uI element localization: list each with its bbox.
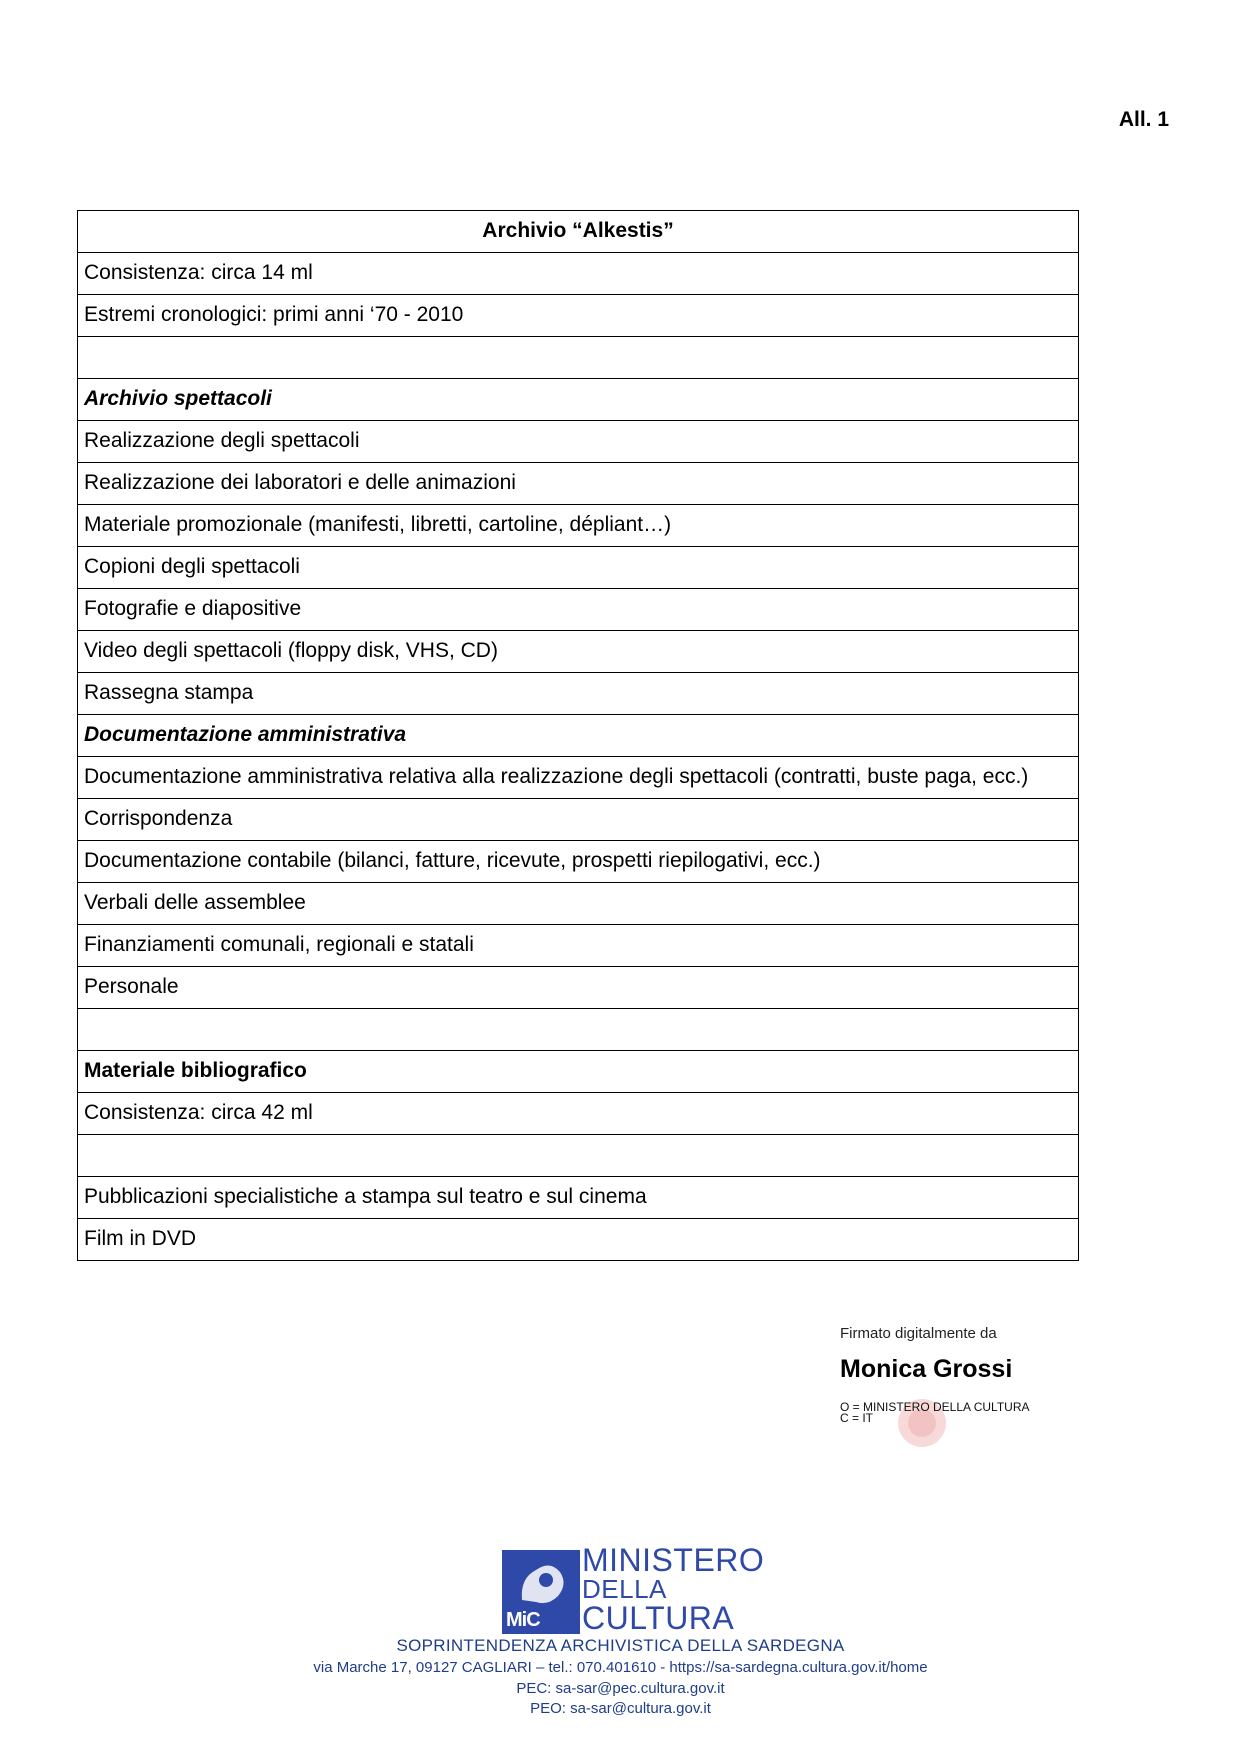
table-row <box>78 715 1079 757</box>
ministry-logo <box>502 1542 765 1636</box>
table-row <box>78 211 1079 253</box>
wordmark-line1: MINISTERO <box>582 1542 765 1578</box>
table-row <box>78 925 1079 967</box>
table-cell <box>78 337 1079 379</box>
table-row <box>78 337 1079 379</box>
ministry-wordmark <box>582 1542 765 1636</box>
section-heading-cell: Archivio spettacoli <box>78 379 1079 421</box>
footer-pec: PEC: sa-sar@pec.cultura.gov.it <box>516 1680 725 1697</box>
table-row <box>78 1135 1079 1177</box>
section-heading-cell: Documentazione amministrativa <box>78 715 1079 757</box>
table-cell: Finanziamenti comunali, regionali e statali <box>78 925 1079 967</box>
table-row <box>78 1093 1079 1135</box>
table-row <box>78 883 1079 925</box>
table-cell: Realizzazione degli spettacoli <box>78 421 1079 463</box>
wordmark-line3: CULTURA <box>582 1600 735 1636</box>
table-row <box>78 547 1079 589</box>
signature-org: O = MINISTERO DELLA CULTURA <box>840 1400 1030 1414</box>
table-row <box>78 1219 1079 1261</box>
footer-peo: PEO: sa-sar@cultura.gov.it <box>530 1700 711 1717</box>
archive-table-body <box>78 211 1079 1261</box>
table-cell: Fotografie e diapositive <box>78 589 1079 631</box>
attachment-label: All. 1 <box>1118 108 1169 131</box>
table-row <box>78 379 1079 421</box>
table-cell: Consistenza: circa 14 ml <box>78 253 1079 295</box>
table-row <box>78 589 1079 631</box>
table-row <box>78 505 1079 547</box>
table-row <box>78 799 1079 841</box>
footer-address: via Marche 17, 09127 CAGLIARI – tel.: 070.401610 - https://sa-sardegna.cultura.gov.it/home <box>313 1659 928 1676</box>
table-cell: Corrispondenza <box>78 799 1079 841</box>
table-row <box>78 757 1079 799</box>
digital-signature <box>840 1325 1080 1435</box>
table-cell: Consistenza: circa 42 ml <box>78 1093 1079 1135</box>
table-cell: Documentazione amministrativa relativa alla realizzazione degli spettacoli (contratti, buste paga, ecc.) <box>78 757 1079 799</box>
table-cell: Pubblicazioni specialistiche a stampa sul teatro e sul cinema <box>78 1177 1079 1219</box>
table-cell: Estremi cronologici: primi anni ‘70 - 2010 <box>78 295 1079 337</box>
table-cell: Rassegna stampa <box>78 673 1079 715</box>
table-row <box>78 631 1079 673</box>
table-row <box>78 1009 1079 1051</box>
table-row <box>78 421 1079 463</box>
emblem-text: MiC <box>506 1609 540 1631</box>
table-title-cell: Archivio “Alkestis” <box>78 211 1079 253</box>
signer-name: Monica Grossi <box>840 1355 1013 1383</box>
signature-details <box>840 1402 1030 1424</box>
table-row <box>78 673 1079 715</box>
table-cell: Film in DVD <box>78 1219 1079 1261</box>
table-cell: Verbali delle assemblee <box>78 883 1079 925</box>
footer-office: SOPRINTENDENZA ARCHIVISTICA DELLA SARDEGNA <box>396 1636 845 1655</box>
table-cell: Materiale promozionale (manifesti, libretti, cartoline, dépliant…) <box>78 505 1079 547</box>
ministry-emblem-icon <box>502 1550 580 1634</box>
table-cell <box>78 1135 1079 1177</box>
table-row <box>78 1177 1079 1219</box>
table-row <box>78 1051 1079 1093</box>
table-cell <box>78 1009 1079 1051</box>
table-row <box>78 841 1079 883</box>
signature-label: Firmato digitalmente da <box>840 1325 997 1342</box>
emblem-figure-icon <box>502 1550 580 1610</box>
table-row <box>78 967 1079 1009</box>
section-heading-cell: Materiale bibliografico <box>78 1051 1079 1093</box>
table-cell: Documentazione contabile (bilanci, fatture, ricevute, prospetti riepilogativi, ecc.) <box>78 841 1079 883</box>
wordmark-line2: DELLA <box>582 1574 667 1604</box>
table-row <box>78 295 1079 337</box>
table-cell: Video degli spettacoli (floppy disk, VHS, CD) <box>78 631 1079 673</box>
table-cell: Personale <box>78 967 1079 1009</box>
archive-table <box>77 210 1079 1261</box>
table-cell: Realizzazione dei laboratori e delle animazioni <box>78 463 1079 505</box>
table-row <box>78 463 1079 505</box>
table-row <box>78 253 1079 295</box>
table-cell: Copioni degli spettacoli <box>78 547 1079 589</box>
signature-country: C = IT <box>840 1411 874 1425</box>
